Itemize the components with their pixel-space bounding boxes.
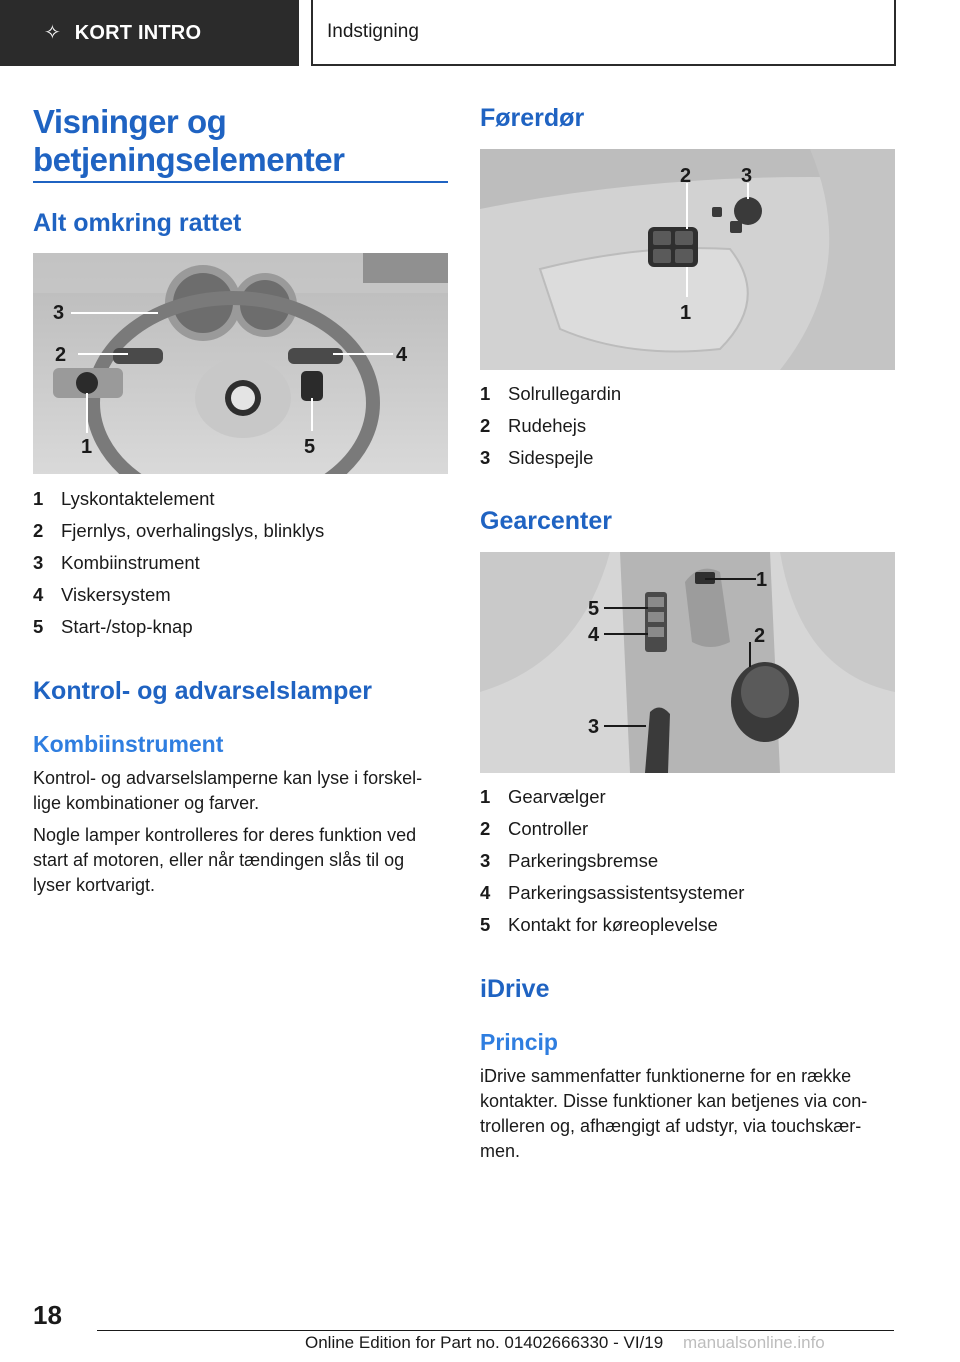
title-divider: [33, 181, 448, 183]
item-text: Start-/stop-knap: [61, 616, 193, 637]
gear-legend: [480, 781, 744, 941]
door-callout-1: 1: [680, 302, 692, 324]
steering-callout-1: 1: [81, 436, 93, 458]
item-text: Solrullegardin: [508, 383, 622, 404]
lamps-paragraph-1: [33, 766, 448, 816]
text-line: lige kombinationer og farver.: [33, 793, 260, 813]
gear-callout-4: 4: [588, 624, 600, 646]
page-title: [33, 103, 344, 179]
list-item: [33, 515, 324, 547]
list-item: [480, 813, 744, 845]
door-legend: [480, 378, 621, 474]
watermark: manualsonline.info: [683, 1333, 825, 1352]
door-callout-2: 2: [680, 165, 692, 187]
door-heading: Førerdør: [480, 104, 585, 132]
item-number: 5: [480, 914, 491, 935]
text-line: kontakter. Disse funktioner kan betjenes via con-: [480, 1091, 868, 1111]
item-text: Rudehejs: [508, 415, 587, 436]
list-item: [480, 410, 621, 442]
gear-callout-3: 3: [588, 716, 600, 738]
text-line: Kontrol- og advarselslamperne kan lyse i forskel-: [33, 768, 423, 788]
item-number: 4: [480, 882, 491, 903]
gear-heading: Gearcenter: [480, 507, 613, 535]
text-line: lyser kortvarigt.: [33, 875, 156, 895]
footer-divider: [97, 1330, 894, 1331]
list-item: [33, 483, 324, 515]
item-number: 1: [480, 786, 491, 807]
gear-callout-5: 5: [588, 598, 600, 620]
edition-text: Online Edition for Part no. 01402666330 - VI/19: [305, 1333, 664, 1352]
wrench-icon: ✧: [44, 22, 61, 44]
list-item: [480, 781, 744, 813]
steering-legend: [33, 483, 324, 643]
item-text: Parkeringsassistentsystemer: [508, 882, 745, 903]
page-title-line-2: betjeningselementer: [33, 141, 345, 178]
item-number: 3: [480, 447, 491, 468]
list-item: [480, 845, 744, 877]
item-number: 2: [480, 415, 491, 436]
list-item: [480, 378, 621, 410]
chapter-label: Indstigning: [327, 21, 419, 42]
steering-callout-2: 2: [55, 344, 67, 366]
item-text: Sidespejle: [508, 447, 594, 468]
section-label: KORT INTRO: [74, 21, 202, 44]
chapter-tab[interactable]: [311, 0, 896, 66]
steering-figure: [33, 253, 448, 474]
item-text: Lyskontaktelement: [61, 488, 215, 509]
gear-callout-2: 2: [754, 625, 766, 647]
item-text: Parkeringsbremse: [508, 850, 659, 871]
idrive-subheading: Princip: [480, 1029, 558, 1055]
text-line: Nogle lamper kontrolleres for deres funktion ved: [33, 825, 417, 845]
gear-callout-1: 1: [756, 569, 768, 591]
idrive-paragraph: [480, 1064, 900, 1164]
steering-heading: Alt omkring rattet: [33, 209, 242, 237]
steering-illustration: [33, 253, 448, 474]
item-number: 2: [33, 520, 44, 541]
item-number: 4: [33, 584, 44, 605]
section-tab[interactable]: [0, 0, 299, 66]
list-item: [480, 442, 621, 474]
text-line: trolleren og, afhængigt af udstyr, via touchskær-: [480, 1116, 862, 1136]
item-number: 1: [480, 383, 491, 404]
item-number: 5: [33, 616, 44, 637]
idrive-heading: iDrive: [480, 975, 550, 1003]
lamps-subheading: Kombiinstrument: [33, 731, 224, 757]
item-number: 2: [480, 818, 491, 839]
item-number: 3: [480, 850, 491, 871]
door-illustration: [480, 149, 895, 370]
text-line: men.: [480, 1141, 521, 1161]
text-line: iDrive sammenfatter funktionerne for en række: [480, 1066, 852, 1086]
text-line: start af motoren, eller når tændingen slås til og: [33, 850, 405, 870]
item-text: Fjernlys, overhalingslys, blinklys: [61, 520, 325, 541]
door-callout-3: 3: [741, 165, 753, 187]
steering-callout-3: 3: [53, 302, 65, 324]
lamps-heading: Kontrol- og advarselslamper: [33, 677, 372, 705]
steering-callout-4: 4: [396, 344, 408, 366]
door-figure: [480, 149, 895, 370]
item-text: Controller: [508, 818, 589, 839]
lamps-paragraph-2: [33, 823, 448, 898]
gear-illustration: [480, 552, 895, 773]
list-item: [33, 611, 324, 643]
list-item: [480, 909, 744, 941]
item-number: 3: [33, 552, 44, 573]
list-item: [33, 547, 324, 579]
item-text: Gearvælger: [508, 786, 606, 807]
gear-figure: [480, 552, 895, 773]
item-text: Kombiinstrument: [61, 552, 200, 573]
item-number: 1: [33, 488, 44, 509]
steering-callout-5: 5: [304, 436, 316, 458]
page-title-line-1: Visninger og: [33, 103, 227, 140]
page-number: 18: [33, 1300, 62, 1330]
item-text: Viskersystem: [61, 584, 171, 605]
list-item: [33, 579, 324, 611]
list-item: [480, 877, 744, 909]
item-text: Kontakt for køreoplevelse: [508, 914, 718, 935]
